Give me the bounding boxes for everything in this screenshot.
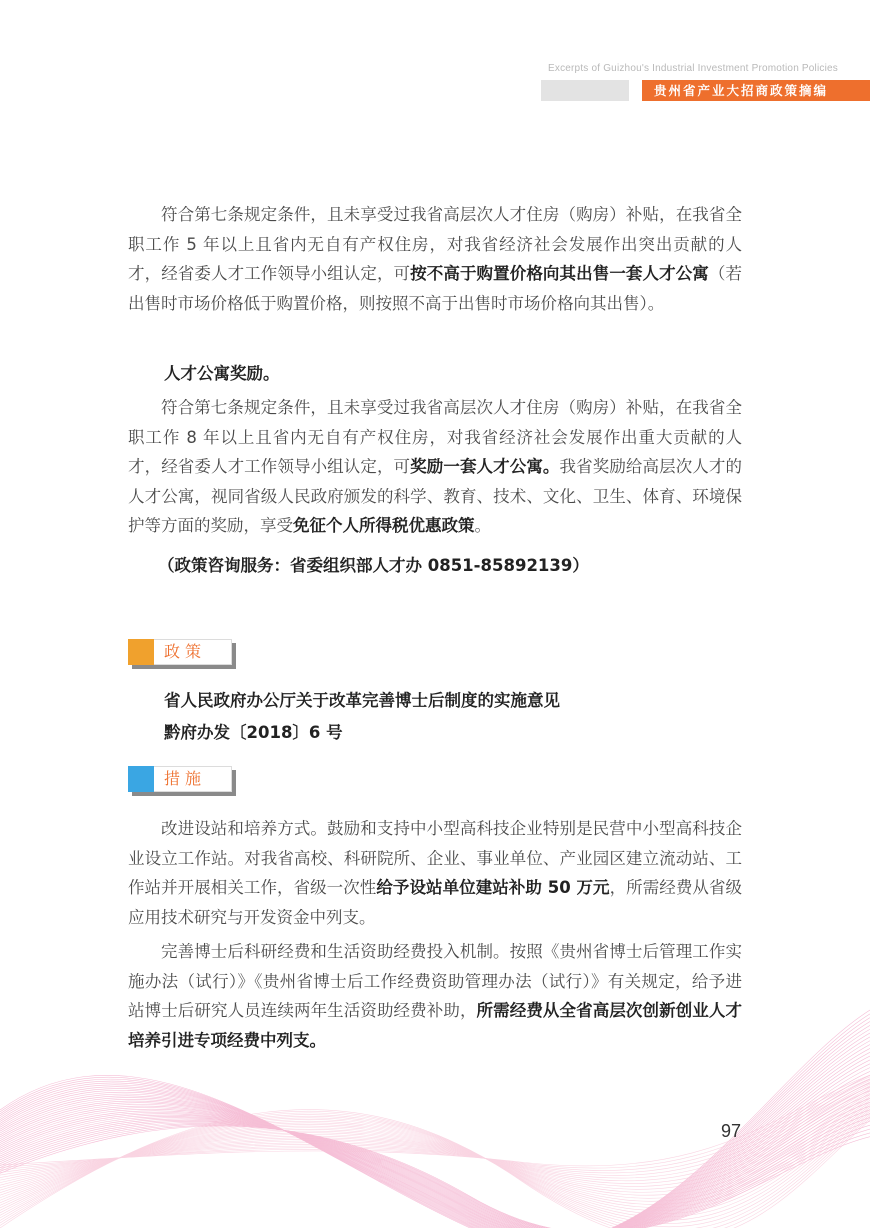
- policy-tag: [128, 639, 236, 669]
- header-chinese-title: 贵州省产业大招商政策摘编: [642, 80, 870, 101]
- measures-tag-accent: [128, 766, 154, 792]
- policy-tag-accent: [128, 639, 154, 665]
- header-gray-bar: [541, 80, 629, 101]
- contact-info: （政策咨询服务：省委组织部人才办 0851-85892139）: [158, 556, 589, 575]
- header-english-title: Excerpts of Guizhou's Industrial Investment Promotion Policies: [548, 63, 838, 74]
- measures-paragraph2: 完善博士后科研经费和生活资助经费投入机制。按照《贵州省博士后管理工作实施办法（试行）》《贵州省博士后工作经费资助管理办法（试行）》有关规定，给予进站博士后研究人员连续两年生活资助经费补助，所需经费从全省高层次创新创业人才培养引进专项经费中列支。: [128, 942, 743, 1050]
- page-number: 97: [721, 1121, 742, 1141]
- measures-tag-label: 措施: [164, 769, 207, 788]
- policy-doc-number: 黔府办发〔2018〕6 号: [164, 723, 343, 742]
- section1-subheading: 人才公寓奖励。: [164, 364, 280, 383]
- policy-title: 省人民政府办公厅关于改革完善博士后制度的实施意见: [164, 691, 560, 710]
- section1-paragraph2: 符合第七条规定条件，且未享受过我省高层次人才住房（购房）补贴，在我省全职工作 8 年以上且省内无自有产权住房，对我省经济社会发展作出重大贡献的人才，经省委人才工作领导小组认定，可奖励一套人才公寓。我省奖励给高层次人才的人才公寓，视同省级人民政府颁发的科学、教育、技术、文化、卫生、体育、环境保护等方面的奖励，享受免征个人所得税优惠政策。: [128, 398, 743, 536]
- section1-paragraph1: 符合第七条规定条件，且未享受过我省高层次人才住房（购房）补贴，在我省全职工作 5 年以上且省内无自有产权住房，对我省经济社会发展作出突出贡献的人才，经省委人才工作领导小组认定，可按不高于购置价格向其出售一套人才公寓（若出售时市场价格低于购置价格，则按照不高于出售时市场价格向其出售）。: [128, 205, 743, 313]
- policy-tag-label: 政策: [164, 642, 207, 661]
- measures-tag: [128, 766, 236, 796]
- measures-paragraph1: 改进设站和培养方式。鼓励和支持中小型高科技企业特别是民营中小型高科技企业设立工作站。对我省高校、科研院所、企业、事业单位、产业园区建立流动站、工作站并开展相关工作，省级一次性给予设站单位建站补助 50 万元，所需经费从省级应用技术研究与开发资金中列支。: [128, 819, 743, 927]
